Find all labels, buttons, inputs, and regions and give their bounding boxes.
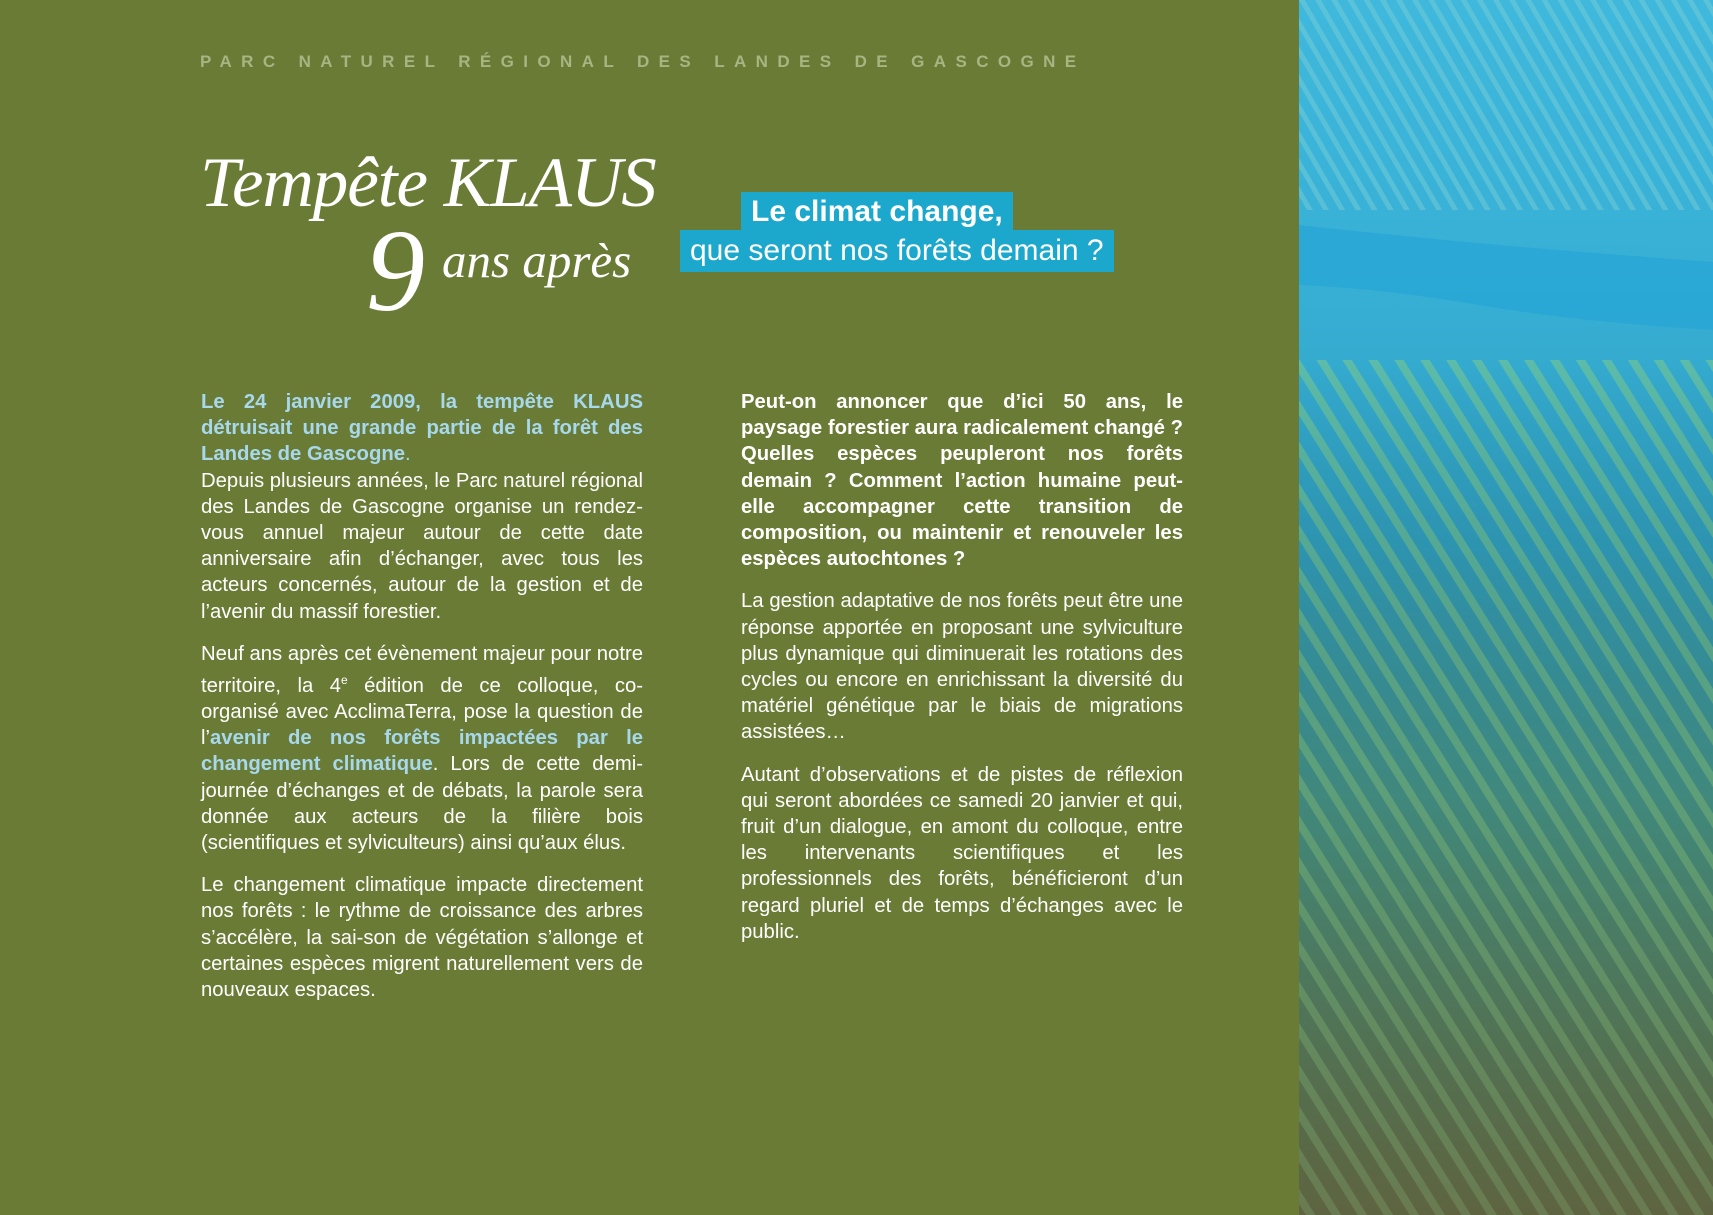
title-years-number: 9: [366, 205, 425, 336]
observations-paragraph: Autant d’observations et de pistes de réflexion qui seront abordées ce samedi 20 janvier et qui, fruit d’un dialogue, en amont du colloque, entre les intervenants scientifiques et les professionnels des forêts, bénéficieront d’un regard pluriel et de temps d’échanges avec le public.: [741, 763, 1183, 943]
intro-lead: Le 24 janvier 2009, la tempête KLAUS détruisait une grande partie de la forêt des Landes de Gascogne: [201, 391, 643, 466]
organization-header: PARC NATUREL RÉGIONAL DES LANDES DE GASCOGNE: [200, 52, 1086, 71]
title-years-text: ans après: [442, 233, 632, 288]
intro-paragraph: [201, 389, 643, 625]
page-title: [200, 140, 656, 336]
colloquium-paragraph: [201, 641, 643, 856]
aerial-forest-photo: [1299, 0, 1713, 1215]
colloquium-text-c: . Lors de cette demi-journée d’échanges et de débats, la parole sera donnée aux acteurs de la filière bois (scientifiques et sylviculteurs) ainsi qu’aux élus.: [201, 753, 643, 855]
tagline-line1: Le climat change,: [741, 192, 1013, 232]
ordinal-superscript: e: [340, 673, 348, 688]
intro-body: Depuis plusieurs années, le Parc naturel régional des Landes de Gascogne organise un rendez-vous annuel majeur autour de cette date anniversaire afin d’échanger, avec tous les acteurs concernés, autour de la gestion et de l’avenir du massif forestier.: [201, 469, 643, 623]
title-storm-name: Tempête KLAUS: [200, 144, 656, 222]
intro-lead-period: .: [405, 443, 411, 466]
colloquium-highlight: avenir de nos forêts impactées par le changement climatique: [201, 727, 643, 776]
tagline: [678, 192, 1188, 274]
adaptive-management-paragraph: La gestion adaptative de nos forêts peut être une réponse apportée en proposant une sylviculture plus dynamique qui diminuerait les rotations des cycles ou encore en enrichissant la diversité du matériel génétique par le biais de migrations assistées…: [741, 590, 1183, 744]
climate-paragraph: Le changement climatique impacte directement nos forêts : le rythme de croissance des arbres s’accélère, la sai-son de végétation s’allonge et certaines espèces migrent naturellement vers de nouveaux espaces.: [201, 874, 643, 1002]
questions-paragraph: Peut-on annoncer que d’ici 50 ans, le paysage forestier aura radicalement changé ? Quelles espèces peupleront nos forêts demain ? Comment l’action humaine peut-elle accompagner cette transition de composition, ou maintenir et renouveler les espèces autochtones ?: [741, 391, 1183, 571]
colloquium-text-b: édition de ce colloque, co-organisé avec AcclimaTerra, pose la question de l’: [201, 674, 643, 750]
right-column: [741, 389, 1183, 961]
colloquium-text-a: Neuf ans après cet évènement majeur pour notre territoire, la 4: [201, 642, 643, 697]
left-column: [201, 389, 643, 1019]
tagline-line2: que seront nos forêts demain ?: [680, 230, 1114, 272]
